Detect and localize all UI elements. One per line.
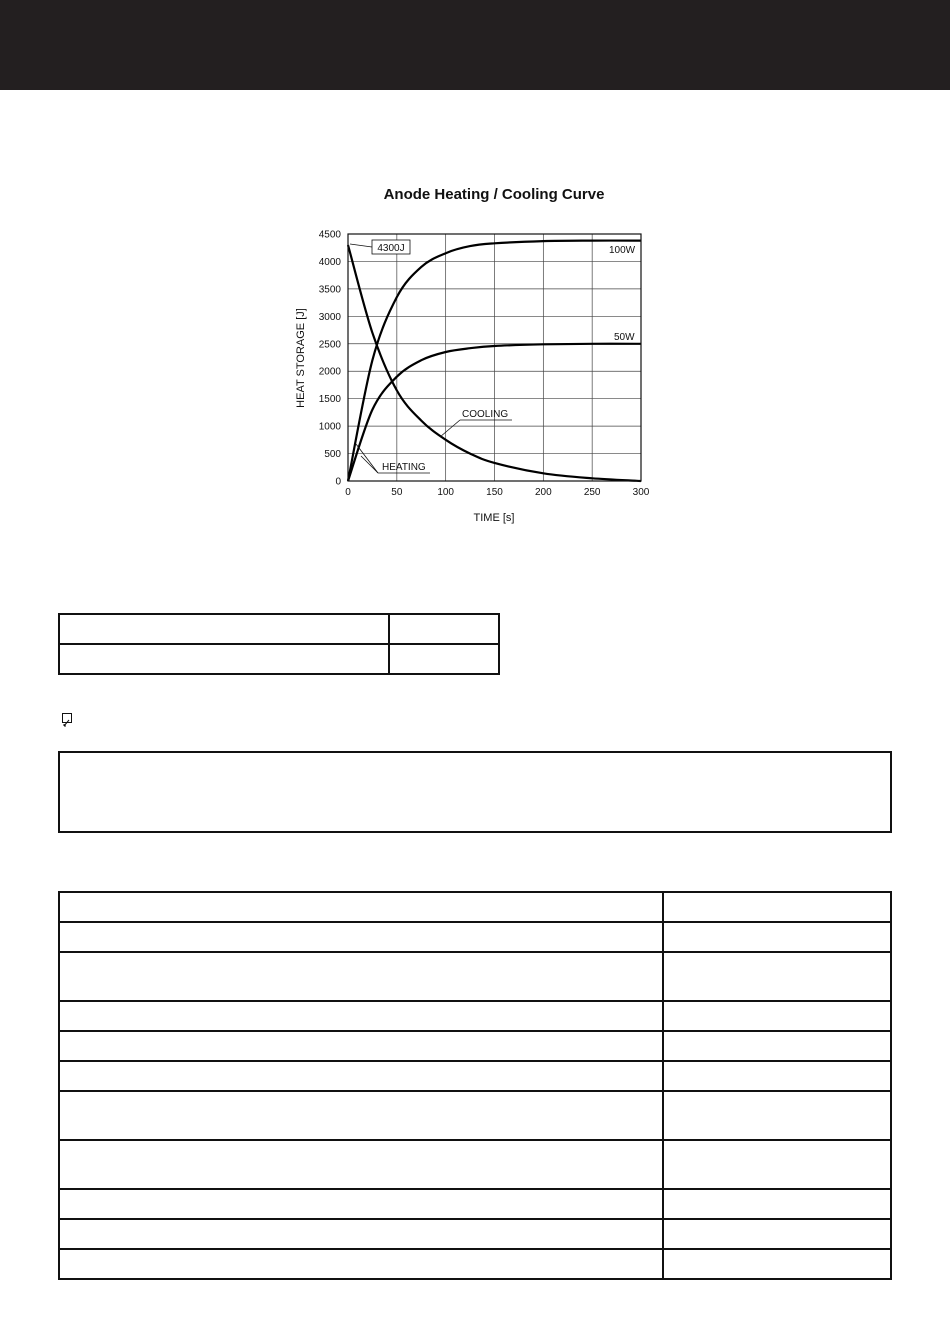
table-cell <box>59 952 663 1001</box>
annotation-100w: 100W <box>609 245 636 256</box>
table-cell <box>59 1091 663 1140</box>
x-axis-label: TIME [s] <box>473 512 515 524</box>
table-row <box>59 1091 891 1140</box>
spec-table-small <box>58 613 500 675</box>
table-row <box>59 952 891 1001</box>
annotation-heating-pointer-50w <box>361 456 378 473</box>
table-cell <box>59 1189 663 1219</box>
chart-title: Anode Heating / Cooling Curve <box>383 186 605 203</box>
y-tick-label: 1500 <box>318 394 341 406</box>
annotation-heating: HEATING <box>382 462 426 473</box>
spec-table-large <box>58 891 892 1280</box>
table-row <box>59 1249 891 1279</box>
table-cell <box>59 1249 663 1279</box>
x-tick-label: 0 <box>345 487 351 498</box>
table-cell <box>59 1061 663 1091</box>
table-cell <box>59 1031 663 1061</box>
table-row <box>59 1061 891 1091</box>
table-row <box>59 1219 891 1249</box>
table-cell <box>59 644 389 674</box>
y-axis-label: HEAT STORAGE [J] <box>295 308 307 408</box>
y-tick-label: 4500 <box>318 229 341 241</box>
note-box <box>58 751 892 833</box>
table-cell <box>59 1001 663 1031</box>
anode-chart <box>0 0 950 560</box>
y-tick-label: 0 <box>335 476 341 488</box>
x-tick-label: 200 <box>534 487 552 498</box>
table-cell <box>59 892 663 922</box>
table-row <box>59 614 499 644</box>
x-tick-label: 100 <box>437 487 455 498</box>
y-tick-label: 500 <box>324 449 341 461</box>
annotation-cooling-pointer <box>440 420 460 437</box>
table-cell <box>663 952 891 1001</box>
table-cell <box>59 614 389 644</box>
table-cell <box>59 1140 663 1189</box>
x-tick-label: 50 <box>391 487 403 498</box>
y-tick-label: 4000 <box>318 256 341 268</box>
table-row <box>59 1140 891 1189</box>
table-cell <box>663 1189 891 1219</box>
table-cell <box>663 892 891 922</box>
table-row <box>59 1031 891 1061</box>
table-row <box>59 644 499 674</box>
table-cell <box>663 1061 891 1091</box>
x-tick-label: 150 <box>486 487 503 498</box>
annotation-heating-pointer-100w <box>356 444 378 473</box>
table-cell <box>663 1001 891 1031</box>
y-tick-label: 1000 <box>318 421 341 433</box>
table-cell <box>389 614 499 644</box>
table-row <box>59 892 891 922</box>
annotation-cooling: COOLING <box>462 409 509 420</box>
x-tick-label: 300 <box>632 487 650 498</box>
annotation-4300j-pointer <box>350 244 372 247</box>
table-row <box>59 1189 891 1219</box>
y-tick-label: 3000 <box>318 311 341 323</box>
table-cell <box>663 1031 891 1061</box>
annotation-50w: 50W <box>614 332 635 343</box>
table-row <box>59 1001 891 1031</box>
note-icon <box>62 713 72 723</box>
x-tick-label: 250 <box>583 487 601 498</box>
y-tick-label: 2500 <box>318 339 341 351</box>
table-cell <box>59 922 663 952</box>
annotation-4300j: 4300J <box>377 243 405 254</box>
table-cell <box>59 1219 663 1249</box>
y-tick-label: 3500 <box>318 284 341 296</box>
table-cell <box>663 1249 891 1279</box>
table-cell <box>663 1091 891 1140</box>
table-cell <box>663 1140 891 1189</box>
table-cell <box>663 922 891 952</box>
table-cell <box>663 1219 891 1249</box>
table-row <box>59 922 891 952</box>
y-tick-label: 2000 <box>318 366 341 378</box>
table-cell <box>389 644 499 674</box>
